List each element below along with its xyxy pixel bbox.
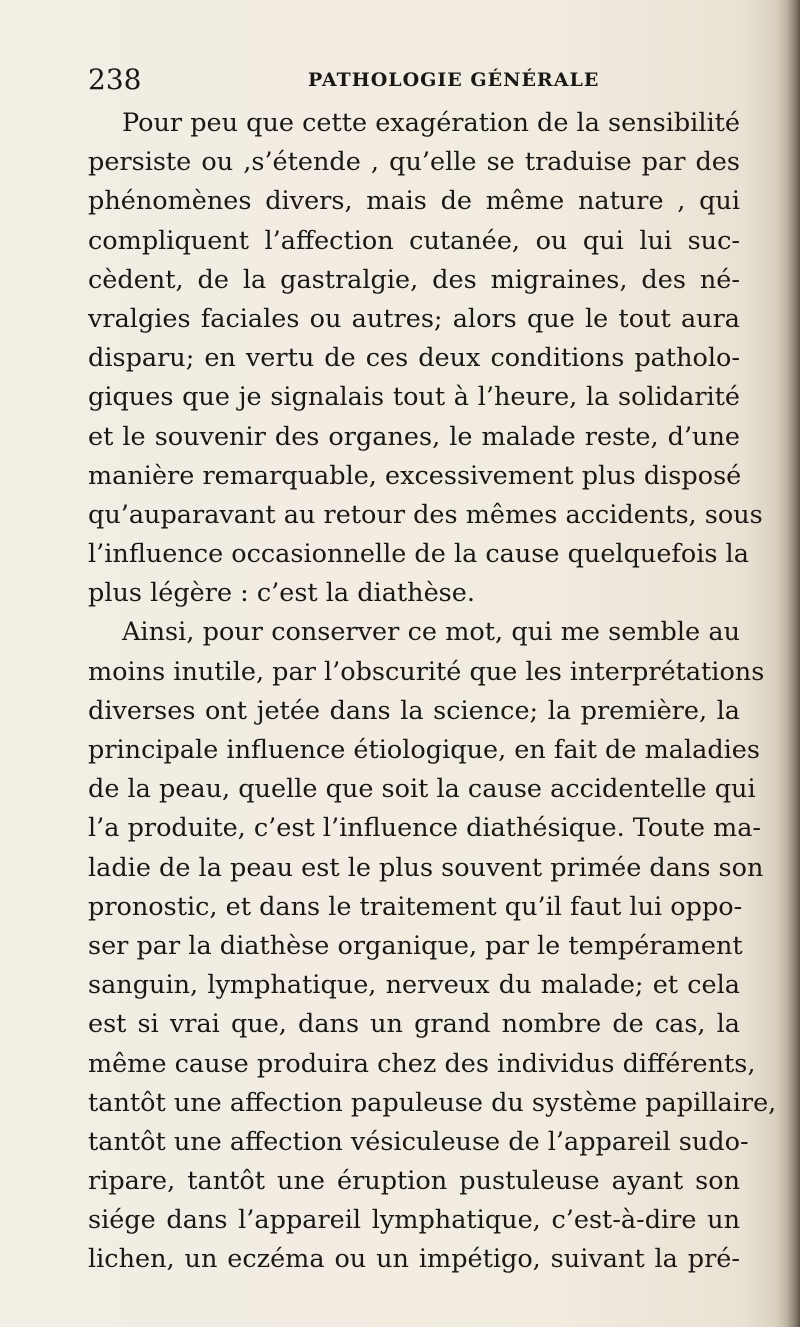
text-line: moins inutile, par l’obscurité que les interprétations (88, 656, 765, 687)
text-line: phénomènes divers, mais de même nature , qui (88, 186, 740, 217)
text-line: plus légère : c’est la diathèse. (88, 578, 475, 609)
text-line: ladie de la peau est le plus souvent primée dans son (88, 852, 764, 883)
text-line: Ainsi, pour conserver ce mot, qui me semble au (122, 617, 740, 648)
text-line: pronostic, et dans le traitement qu’il faut lui oppo- (88, 891, 743, 922)
text-line: cèdent, de la gastralgie, des migraines, des né- (88, 264, 740, 295)
text-line: est si vrai que, dans un grand nombre de cas, la (88, 1009, 740, 1040)
text-line: l’influence occasionnelle de la cause quelquefois la (88, 539, 749, 570)
text-line: disparu; en vertu de ces deux conditions patholo- (88, 343, 740, 374)
page-number: 238 (88, 63, 142, 96)
text-line: diverses ont jetée dans la science; la première, la (88, 695, 740, 726)
text-line: giques que je signalais tout à l’heure, la solidarité (88, 382, 740, 413)
text-line: tantôt une affection papuleuse du système papillaire, (88, 1087, 777, 1118)
page-edge-shadow (786, 0, 800, 1327)
text-line: principale influence étiologique, en fait de maladies (88, 735, 760, 765)
text-line: l’a produite, c’est l’influence diathésique. Toute ma- (88, 813, 762, 844)
page-header (88, 62, 738, 98)
text-line: ripare, tantôt une éruption pustuleuse ayant son (88, 1166, 740, 1197)
text-line: manière remarquable, excessivement plus disposé (88, 460, 742, 491)
body-text (88, 104, 777, 1280)
text-line: vralgies faciales ou autres; alors que le tout aura (88, 303, 740, 334)
text-line: de la peau, quelle que soit la cause accidentelle qui (88, 774, 756, 805)
text-line: tantôt une affection vésiculeuse de l’appareil sudo- (88, 1126, 749, 1157)
text-line: ser par la diathèse organique, par le tempérament (88, 930, 743, 961)
text-line: et le souvenir des organes, le malade reste, d’une (88, 421, 740, 452)
text-line: qu’auparavant au retour des mêmes accidents, sous (88, 499, 763, 530)
text-line: persiste ou ,s’étende , qu’elle se traduise par des (88, 147, 740, 178)
text-line: sanguin, lymphatique, nerveux du malade; et cela (88, 970, 740, 1001)
running-head: PATHOLOGIE GÉNÉRALE (308, 69, 600, 91)
text-line: lichen, un eczéma ou un impétigo, suivant la pré- (88, 1244, 740, 1275)
text-line: Pour peu que cette exagération de la sensibilité (122, 108, 740, 138)
text-line: même cause produira chez des individus différents, (88, 1048, 756, 1079)
text-line: compliquent l’affection cutanée, ou qui lui suc- (88, 225, 740, 256)
text-line: siége dans l’appareil lymphatique, c’est-à-dire un (88, 1205, 740, 1236)
